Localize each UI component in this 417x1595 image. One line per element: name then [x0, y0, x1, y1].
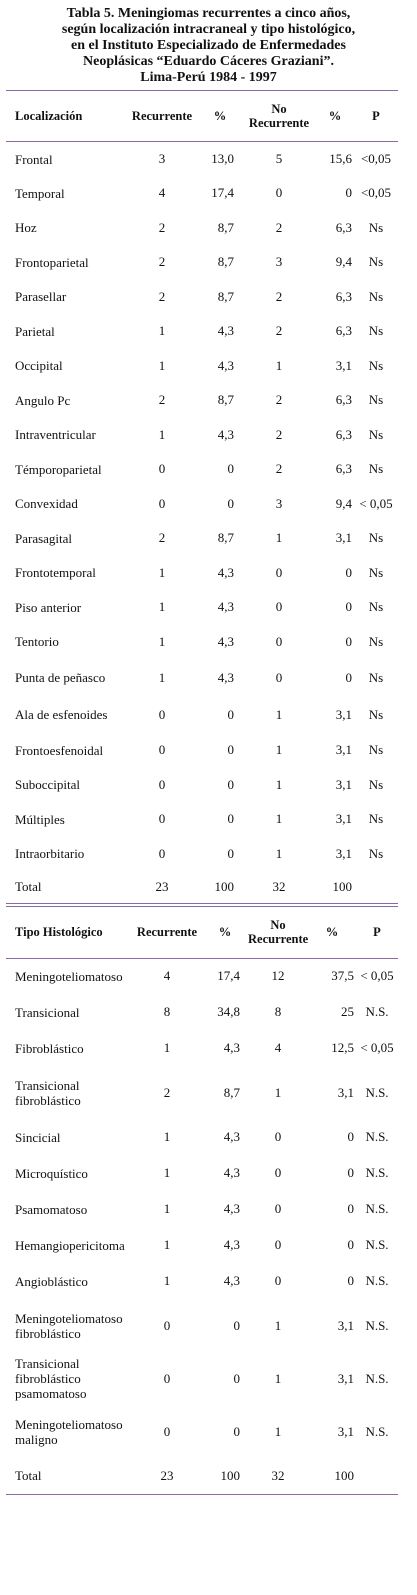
header-percent-no-recurrente: %: [328, 109, 342, 123]
recurrente-percent: 100: [220, 1467, 240, 1483]
no-recurrente-count: 2: [275, 323, 283, 339]
no-recurrente-count: 32: [271, 1467, 285, 1483]
recurrente-count: 23: [160, 1467, 174, 1483]
recurrente-percent: 0: [227, 845, 234, 861]
recurrente-count: 0: [158, 845, 166, 861]
p-value: N.S.: [365, 1004, 389, 1019]
table-body: [6, 958, 398, 1494]
no-recurrente-percent: 3,1: [335, 776, 352, 792]
row-label: Meningoteliomatoso: [15, 968, 123, 984]
table-row: [6, 768, 398, 803]
recurrente-count: 2: [158, 219, 166, 235]
row-label: Occipital: [15, 358, 63, 374]
recurrente-count: 1: [163, 1129, 171, 1144]
recurrente-percent: 13,0: [211, 151, 234, 166]
table-title: [0, 0, 417, 90]
table-row: [6, 1191, 398, 1227]
table-row: [6, 1352, 398, 1405]
p-value: Ns: [368, 811, 384, 827]
p-value: Ns: [368, 669, 384, 685]
recurrente-percent: 4,3: [217, 323, 234, 339]
no-recurrente-count: 12: [271, 968, 285, 984]
no-recurrente-count: 0: [275, 185, 283, 201]
no-recurrente-percent: 3,1: [335, 357, 352, 373]
no-recurrente-percent: 3,1: [337, 1084, 354, 1100]
row-label: Total: [15, 879, 42, 895]
title-line: Lima-Perú 1984 - 1997: [140, 70, 277, 85]
recurrente-percent: 34,8: [217, 1004, 240, 1019]
recurrente-percent: 4,3: [217, 599, 234, 615]
table-row: [6, 556, 398, 591]
no-recurrente-percent: 3,1: [335, 811, 352, 827]
no-recurrente-count: 1: [275, 845, 283, 861]
p-value: Ns: [368, 633, 384, 649]
recurrente-count: 2: [158, 530, 166, 546]
recurrente-percent: 0: [233, 1423, 240, 1439]
p-value: < 0,05: [360, 968, 394, 984]
title-line: según localización intracraneal y tipo histológico,: [61, 22, 356, 37]
table-row: [6, 958, 398, 994]
table-row: [6, 418, 398, 453]
p-value: Ns: [368, 845, 384, 861]
table-row: [6, 487, 398, 522]
row-label: Meningoteliomatoso fibroblástico: [15, 1310, 123, 1341]
p-value: Ns: [368, 776, 384, 792]
recurrente-percent: 8,7: [217, 219, 234, 235]
no-recurrente-percent: 0: [345, 599, 352, 615]
row-label: Ala de esfenoides: [15, 707, 108, 722]
no-recurrente-percent: 6,3: [335, 426, 352, 442]
no-recurrente-percent: 3,1: [335, 530, 352, 546]
no-recurrente-count: 1: [274, 1370, 282, 1386]
total-row: [6, 1458, 398, 1494]
table-row: [6, 659, 398, 696]
p-value: Ns: [368, 706, 384, 722]
table-row: [6, 1227, 398, 1263]
no-recurrente-count: 32: [272, 878, 286, 894]
table-row: [6, 280, 398, 315]
table-row: [6, 696, 398, 733]
recurrente-percent: 4,3: [223, 1129, 240, 1144]
table-row: [6, 994, 398, 1030]
no-recurrente-count: 4: [274, 1040, 282, 1055]
total-row: [6, 871, 398, 903]
table-row: [6, 1119, 398, 1155]
table-row: [6, 1030, 398, 1066]
header-percent-no-recurrente: %: [325, 925, 339, 939]
no-recurrente-count: 2: [275, 288, 283, 304]
no-recurrente-count: 2: [275, 461, 283, 477]
recurrente-count: 4: [163, 968, 171, 984]
recurrente-count: 2: [163, 1084, 171, 1100]
recurrente-percent: 0: [227, 776, 234, 792]
no-recurrente-percent: 0: [347, 1237, 354, 1252]
recurrente-count: 0: [158, 706, 166, 722]
no-recurrente-count: 0: [275, 599, 283, 615]
no-recurrente-percent: 0: [347, 1201, 354, 1216]
title-line: Tabla 5. Meningiomas recurrentes a cinco años,: [66, 6, 351, 21]
recurrente-percent: 4,3: [217, 633, 234, 649]
recurrente-percent: 0: [233, 1370, 240, 1386]
recurrente-percent: 0: [227, 495, 234, 511]
no-recurrente-count: 0: [275, 564, 283, 580]
row-label: Angioblástico: [15, 1273, 88, 1289]
recurrente-percent: 4,3: [217, 564, 234, 580]
row-label: Piso anterior: [15, 599, 82, 615]
no-recurrente-count: 1: [275, 530, 283, 546]
table-row: [6, 802, 398, 837]
row-label: Tentorio: [15, 634, 59, 650]
recurrente-percent: 0: [233, 1317, 240, 1333]
header-recurrente: Recurrente: [136, 925, 198, 939]
p-value: N.S.: [365, 1165, 389, 1180]
recurrente-count: 1: [158, 323, 166, 339]
recurrente-percent: 4,3: [217, 357, 234, 373]
table-row: [6, 452, 398, 487]
no-recurrente-percent: 3,1: [337, 1423, 354, 1439]
row-label: Fibroblástico: [15, 1040, 84, 1056]
recurrente-count: 1: [163, 1040, 171, 1055]
recurrente-count: 1: [158, 669, 166, 685]
table-header-row: [6, 91, 398, 142]
table-row: [6, 837, 398, 872]
recurrente-percent: 4,3: [223, 1237, 240, 1252]
recurrente-percent: 4,3: [223, 1165, 240, 1180]
recurrente-percent: 8,7: [217, 288, 234, 304]
p-value: N.S.: [365, 1370, 389, 1386]
recurrente-percent: 0: [227, 811, 234, 827]
recurrente-count: 1: [163, 1165, 171, 1180]
p-value: N.S.: [365, 1237, 389, 1252]
no-recurrente-percent: 3,1: [337, 1370, 354, 1386]
row-label: Total: [15, 1468, 42, 1484]
p-value: [354, 871, 398, 903]
no-recurrente-count: 2: [275, 392, 283, 408]
no-recurrente-percent: 100: [332, 878, 352, 894]
p-value: Ns: [368, 288, 384, 304]
recurrente-percent: 4,3: [217, 426, 234, 442]
row-label: Meningoteliomatoso maligno: [15, 1416, 123, 1447]
row-label: Transicional: [15, 1004, 80, 1020]
no-recurrente-percent: 0: [345, 564, 352, 580]
recurrente-percent: 4,3: [217, 669, 234, 685]
p-value: Ns: [368, 254, 384, 270]
p-value: Ns: [368, 461, 384, 477]
row-label: Frontotemporal: [15, 565, 96, 581]
table-header-row: [6, 906, 398, 958]
recurrente-percent: 4,3: [223, 1273, 240, 1288]
header-p-value: P: [372, 109, 380, 123]
p-value: Ns: [368, 392, 384, 408]
recurrente-count: 2: [158, 392, 166, 408]
no-recurrente-count: 0: [274, 1129, 282, 1144]
no-recurrente-count: 3: [275, 495, 283, 511]
recurrente-percent: 8,7: [223, 1084, 240, 1100]
recurrente-count: 1: [163, 1237, 171, 1252]
row-label: Parasellar: [15, 289, 67, 305]
table-row: [6, 245, 398, 280]
recurrente-count: 0: [158, 742, 166, 758]
recurrente-percent: 8,7: [217, 530, 234, 546]
row-label: Parasagital: [15, 530, 73, 546]
p-value: N.S.: [365, 1317, 389, 1333]
no-recurrente-percent: 0: [347, 1273, 354, 1288]
title-line: en el Instituto Especializado de Enfermedades: [71, 38, 346, 53]
recurrente-count: 0: [158, 495, 166, 511]
recurrente-count: 1: [163, 1273, 171, 1288]
row-label: Intraventricular: [15, 427, 96, 443]
row-label: Frontoparietal: [15, 254, 89, 270]
recurrente-percent: 17,4: [211, 185, 234, 201]
table-row: [6, 349, 398, 384]
row-label: Intraorbitario: [15, 846, 85, 862]
no-recurrente-count: 1: [275, 811, 283, 827]
table-row: [6, 176, 398, 211]
p-value: Ns: [368, 426, 384, 442]
recurrente-count: 3: [158, 151, 166, 166]
p-value: Ns: [368, 599, 384, 615]
title-line: Neoplásicas “Eduardo Cáceres Graziani”.: [83, 54, 334, 69]
no-recurrente-count: 1: [275, 742, 283, 758]
recurrente-count: 0: [158, 776, 166, 792]
no-recurrente-percent: 6,3: [335, 461, 352, 477]
no-recurrente-percent: 3,1: [335, 845, 352, 861]
recurrente-count: 2: [158, 288, 166, 304]
table-row: [6, 1066, 398, 1119]
localization-table: [6, 90, 398, 904]
recurrente-percent: 100: [214, 878, 234, 894]
no-recurrente-percent: 100: [334, 1467, 354, 1483]
no-recurrente-count: 1: [275, 357, 283, 373]
no-recurrente-count: 1: [274, 1084, 282, 1100]
table-row: [6, 625, 398, 660]
no-recurrente-percent: 25: [341, 1004, 354, 1019]
no-recurrente-count: 2: [275, 219, 283, 235]
no-recurrente-percent: 6,3: [335, 288, 352, 304]
row-label: Múltiples: [15, 811, 65, 827]
no-recurrente-percent: 0: [347, 1165, 354, 1180]
p-value: Ns: [368, 219, 384, 235]
row-label: Suboccipital: [15, 777, 80, 793]
table-row: [6, 1299, 398, 1352]
no-recurrente-percent: 37,5: [331, 968, 354, 984]
recurrente-count: 0: [163, 1317, 171, 1333]
no-recurrente-percent: 15,6: [329, 151, 352, 166]
recurrente-count: 1: [158, 599, 166, 615]
no-recurrente-percent: 3,1: [335, 706, 352, 722]
row-label: Hoz: [15, 220, 37, 236]
no-recurrente-count: 1: [275, 706, 283, 722]
row-label: Convexidad: [15, 496, 78, 512]
recurrente-count: 4: [158, 185, 166, 201]
no-recurrente-percent: 9,4: [335, 254, 352, 270]
row-label: Punta de peñasco: [15, 670, 106, 685]
recurrente-percent: 0: [227, 461, 234, 477]
table-row: [6, 314, 398, 349]
row-label: Angulo Pc: [15, 392, 71, 408]
row-label: Frontal: [15, 151, 53, 167]
no-recurrente-count: 1: [274, 1317, 282, 1333]
row-label: Témporoparietal: [15, 461, 102, 477]
no-recurrente-count: 5: [275, 151, 283, 166]
no-recurrente-percent: 0: [345, 185, 352, 201]
header-percent-recurrente: %: [218, 925, 232, 939]
histology-table: [6, 906, 398, 1495]
header-recurrente: Recurrente: [131, 109, 193, 123]
header-p-value: P: [373, 925, 381, 939]
row-label: Sincicial: [15, 1129, 61, 1145]
row-label: Psamomatoso: [15, 1201, 88, 1217]
no-recurrente-count: 8: [274, 1004, 282, 1019]
no-recurrente-count: 0: [274, 1165, 282, 1180]
p-value: < 0,05: [360, 1040, 394, 1055]
recurrente-percent: 4,3: [223, 1040, 240, 1055]
recurrente-count: 1: [158, 633, 166, 649]
recurrente-count: 23: [155, 878, 169, 894]
recurrente-percent: 17,4: [217, 968, 240, 984]
recurrente-count: 2: [158, 254, 166, 270]
header-no-recurrente: No Recurrente: [248, 918, 309, 946]
recurrente-count: 0: [158, 811, 166, 827]
p-value: Ns: [368, 530, 384, 546]
recurrente-count: 0: [163, 1423, 171, 1439]
no-recurrente-count: 0: [275, 669, 283, 685]
table-row: [6, 521, 398, 556]
table-row: [6, 1405, 398, 1458]
table-row: [6, 733, 398, 768]
recurrente-count: 1: [158, 426, 166, 442]
row-label: Parietal: [15, 323, 55, 339]
table-row: [6, 383, 398, 418]
no-recurrente-percent: 6,3: [335, 392, 352, 408]
p-value: N.S.: [365, 1129, 389, 1144]
p-value: < 0,05: [359, 495, 393, 511]
p-value: <0,05: [360, 185, 392, 201]
header-percent-recurrente: %: [213, 109, 227, 123]
table-row: [6, 1263, 398, 1299]
recurrente-count: 0: [158, 461, 166, 477]
no-recurrente-percent: 0: [345, 669, 352, 685]
row-label: Temporal: [15, 185, 65, 201]
row-label: Transicional fibroblástico: [15, 1077, 81, 1108]
p-value: N.S.: [365, 1273, 389, 1288]
no-recurrente-percent: 6,3: [335, 323, 352, 339]
row-label: Frontoesfenoidal: [15, 742, 104, 758]
recurrente-count: 1: [158, 357, 166, 373]
no-recurrente-percent: 0: [345, 633, 352, 649]
no-recurrente-percent: 3,1: [335, 742, 352, 758]
no-recurrente-count: 1: [275, 776, 283, 792]
p-value: N.S.: [365, 1423, 389, 1439]
recurrente-percent: 8,7: [217, 254, 234, 270]
no-recurrente-count: 1: [274, 1423, 282, 1439]
header-localizacion: Localización: [15, 109, 83, 123]
recurrente-count: 1: [163, 1201, 171, 1216]
row-label: Microquístico: [15, 1165, 88, 1181]
header-no-recurrente: No Recurrente: [248, 102, 310, 130]
table-row: [6, 590, 398, 625]
recurrente-percent: 0: [227, 742, 234, 758]
no-recurrente-count: 2: [275, 426, 283, 442]
p-value: N.S.: [365, 1201, 389, 1216]
table-body: [6, 142, 398, 904]
no-recurrente-count: 3: [275, 254, 283, 270]
no-recurrente-percent: 3,1: [337, 1317, 354, 1333]
no-recurrente-percent: 0: [347, 1129, 354, 1144]
header-tipo-histologico: Tipo Histológico: [15, 925, 103, 939]
no-recurrente-count: 0: [274, 1237, 282, 1252]
p-value: N.S.: [365, 1084, 389, 1100]
row-label: Transicional fibroblástico psamomatoso: [15, 1356, 87, 1401]
p-value: <0,05: [360, 151, 392, 166]
recurrente-percent: 8,7: [217, 392, 234, 408]
recurrente-percent: 0: [227, 706, 234, 722]
no-recurrente-percent: 6,3: [335, 219, 352, 235]
table-row: [6, 211, 398, 246]
p-value: Ns: [368, 564, 384, 580]
no-recurrente-count: 0: [275, 633, 283, 649]
p-value: Ns: [368, 742, 384, 758]
recurrente-count: 1: [158, 564, 166, 580]
p-value: Ns: [368, 357, 384, 373]
no-recurrente-percent: 9,4: [335, 495, 352, 511]
row-label: Hemangiopericitoma: [15, 1237, 125, 1253]
recurrente-percent: 4,3: [223, 1201, 240, 1216]
p-value: [356, 1458, 398, 1494]
no-recurrente-count: 0: [274, 1201, 282, 1216]
recurrente-count: 0: [163, 1370, 171, 1386]
recurrente-count: 8: [163, 1004, 171, 1019]
no-recurrente-count: 0: [274, 1273, 282, 1288]
p-value: Ns: [368, 323, 384, 339]
table-row: [6, 1155, 398, 1191]
no-recurrente-percent: 12,5: [331, 1040, 354, 1055]
table-row: [6, 142, 398, 177]
